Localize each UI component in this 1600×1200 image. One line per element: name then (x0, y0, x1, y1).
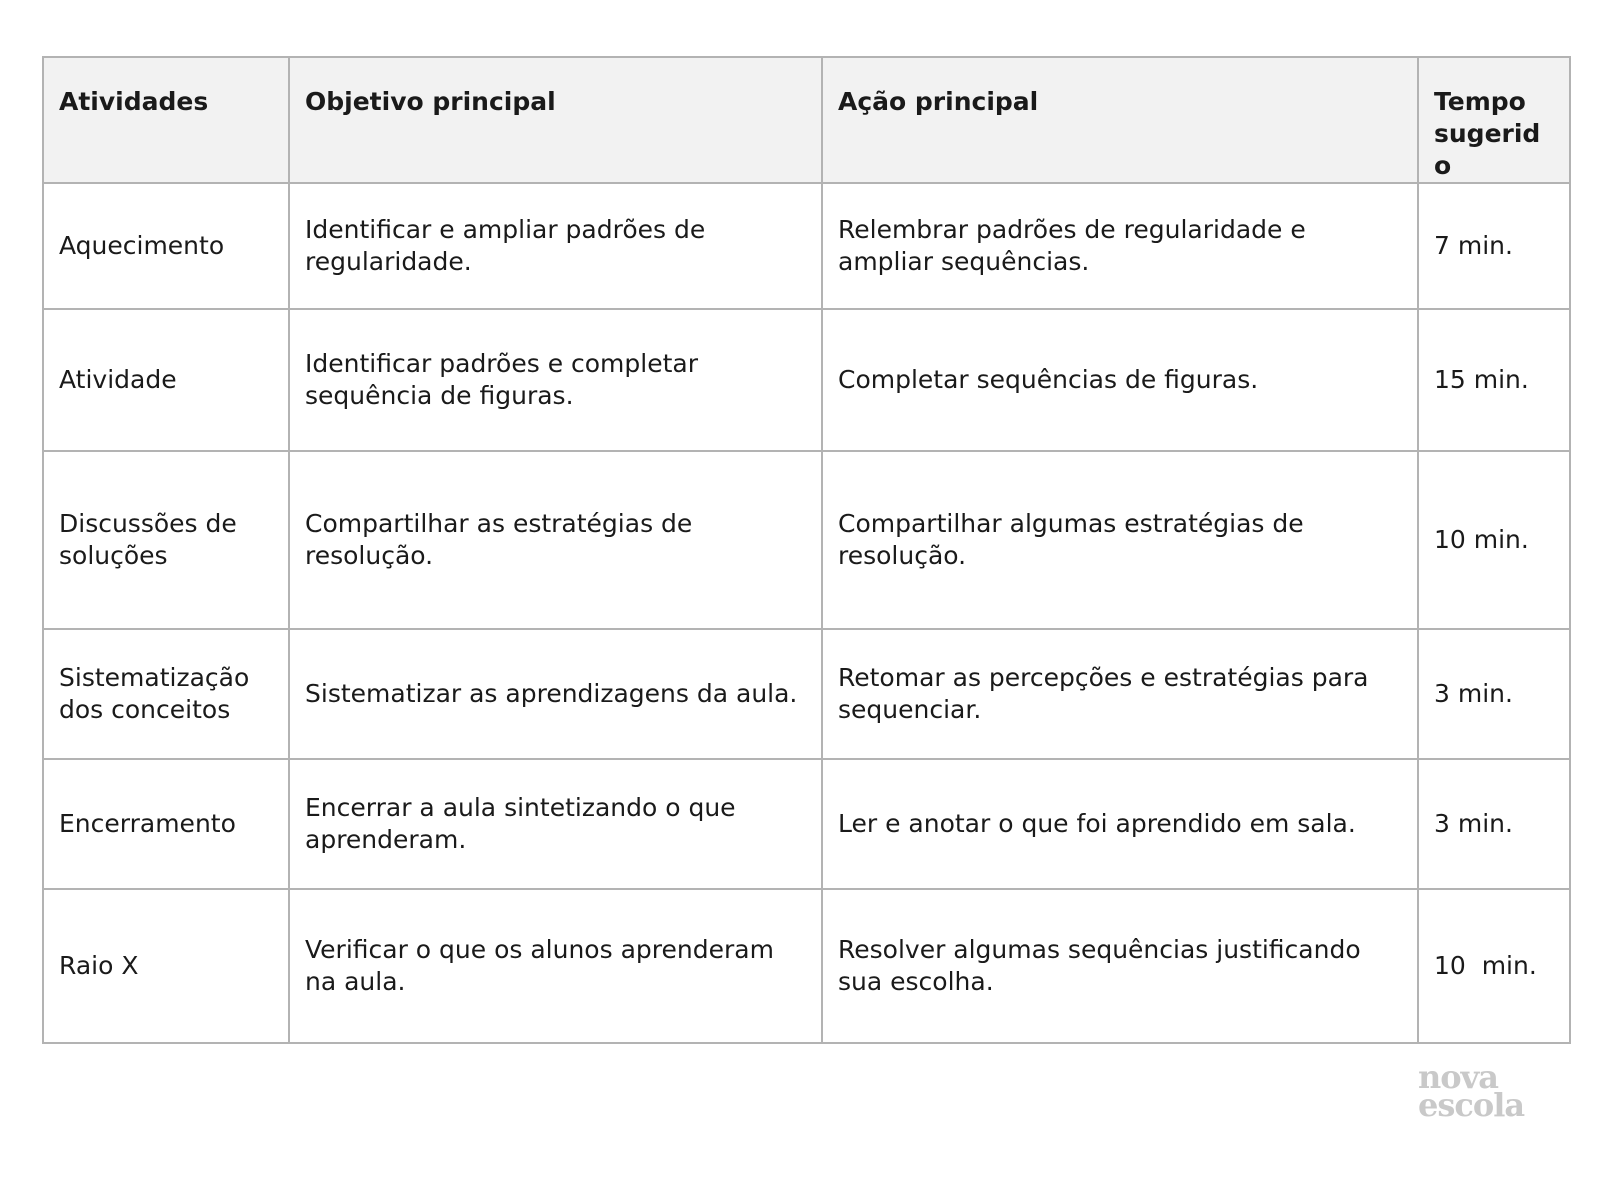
table-row (43, 451, 1570, 629)
nova-escola-logo (1418, 1058, 1525, 1124)
cell-objetivo: Identificar padrões e completar sequência de figuras. (289, 309, 822, 451)
cell-tempo: 7 min. (1418, 183, 1570, 309)
header-tempo-sugerido: Tempo sugerido (1418, 57, 1570, 183)
cell-objetivo: Verificar o que os alunos aprenderam na aula. (289, 889, 822, 1043)
table-row (43, 629, 1570, 759)
cell-atividade: Raio X (43, 889, 289, 1043)
header-objetivo-principal: Objetivo principal (289, 57, 822, 183)
cell-acao: Compartilhar algumas estratégias de resolução. (822, 451, 1418, 629)
cell-acao: Relembrar padrões de regularidade e ampliar sequências. (822, 183, 1418, 309)
cell-objetivo: Compartilhar as estratégias de resolução. (289, 451, 822, 629)
cell-atividade: Aquecimento (43, 183, 289, 309)
cell-tempo: 10 min. (1418, 889, 1570, 1043)
cell-atividade: Sistematização dos conceitos (43, 629, 289, 759)
lesson-plan-table (42, 56, 1571, 1044)
cell-atividade: Encerramento (43, 759, 289, 889)
cell-atividade: Atividade (43, 309, 289, 451)
cell-tempo: 3 min. (1418, 629, 1570, 759)
cell-tempo: 3 min. (1418, 759, 1570, 889)
table-row (43, 183, 1570, 309)
cell-acao: Resolver algumas sequências justificando sua escolha. (822, 889, 1418, 1043)
logo-line-nova: nova (1418, 1058, 1498, 1096)
cell-acao: Ler e anotar o que foi aprendido em sala. (822, 759, 1418, 889)
cell-tempo: 15 min. (1418, 309, 1570, 451)
table-row (43, 309, 1570, 451)
header-acao-principal: Ação principal (822, 57, 1418, 183)
table-row (43, 759, 1570, 889)
cell-objetivo: Encerrar a aula sintetizando o que aprenderam. (289, 759, 822, 889)
cell-acao: Retomar as percepções e estratégias para sequenciar. (822, 629, 1418, 759)
cell-tempo: 10 min. (1418, 451, 1570, 629)
logo-line-escola: escola (1418, 1086, 1525, 1124)
cell-objetivo: Identificar e ampliar padrões de regularidade. (289, 183, 822, 309)
cell-atividade: Discussões de soluções (43, 451, 289, 629)
header-atividades: Atividades (43, 57, 289, 183)
table-header-row (43, 57, 1570, 183)
cell-objetivo: Sistematizar as aprendizagens da aula. (289, 629, 822, 759)
table-row (43, 889, 1570, 1043)
cell-acao: Completar sequências de figuras. (822, 309, 1418, 451)
